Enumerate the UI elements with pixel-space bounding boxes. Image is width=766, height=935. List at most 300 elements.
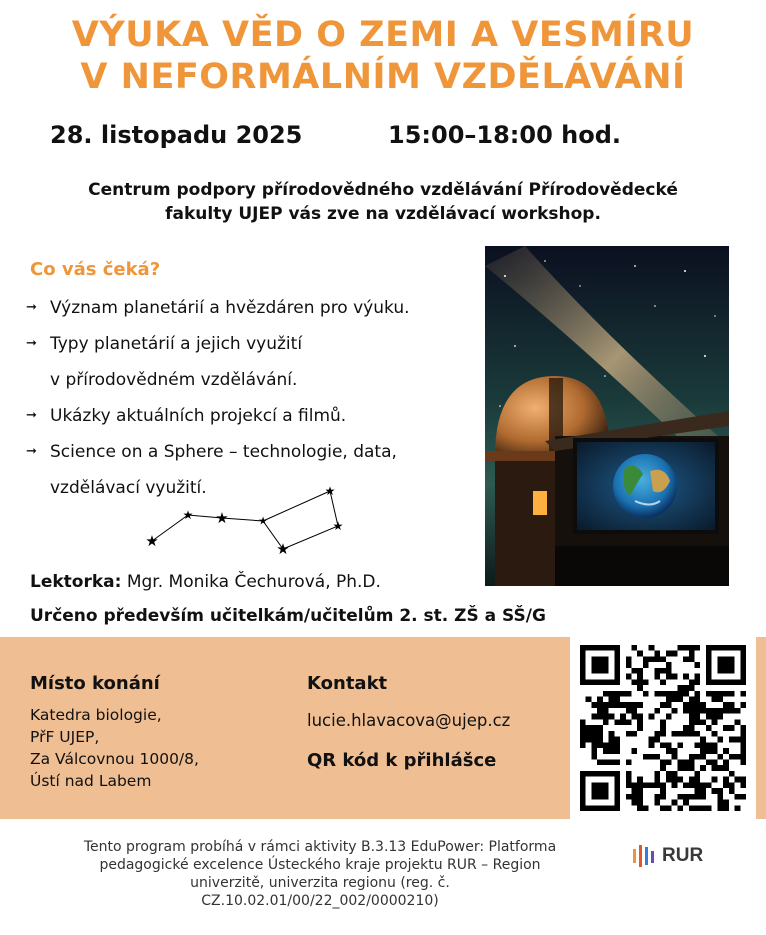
qr-module <box>609 759 615 765</box>
qr-module <box>654 754 660 760</box>
qr-module <box>729 788 735 794</box>
qr-module <box>666 662 672 668</box>
qr-module <box>580 679 586 685</box>
qr-module <box>683 685 689 691</box>
qr-module <box>677 765 683 771</box>
qr-module <box>603 645 609 651</box>
arrow-bullet-icon: ➞ <box>26 408 37 423</box>
qr-module <box>677 691 683 697</box>
qr-module <box>637 668 643 674</box>
qr-module <box>603 805 609 811</box>
qr-module <box>683 691 689 697</box>
qr-module <box>712 697 718 703</box>
qr-module <box>717 656 723 662</box>
svg-text:★: ★ <box>324 484 336 498</box>
qr-module <box>677 731 683 737</box>
qr-module <box>597 708 603 714</box>
qr-module <box>591 737 597 743</box>
qr-module <box>637 702 643 708</box>
qr-module <box>614 805 620 811</box>
qr-module <box>620 714 626 720</box>
qr-module <box>591 714 597 720</box>
qr-module <box>735 719 741 725</box>
qr-module <box>700 702 706 708</box>
qr-module <box>654 782 660 788</box>
qr-module <box>712 731 718 737</box>
qr-module <box>637 719 643 725</box>
qr-module <box>586 731 592 737</box>
qr-module <box>677 794 683 800</box>
qr-module <box>729 656 735 662</box>
qr-module <box>689 702 695 708</box>
qr-module <box>706 725 712 731</box>
qr-module <box>637 805 643 811</box>
qr-module <box>712 765 718 771</box>
list-item <box>26 398 486 434</box>
qr-module <box>740 794 746 800</box>
svg-text:★: ★ <box>276 540 290 558</box>
qr-module <box>717 645 723 651</box>
qr-module <box>672 782 678 788</box>
list-item-text-cont: vzdělávací využití. <box>50 478 207 498</box>
qr-module <box>666 805 672 811</box>
qr-module <box>689 708 695 714</box>
qr-module <box>603 719 609 725</box>
qr-module <box>626 719 632 725</box>
qr-module <box>723 691 729 697</box>
target-audience: Určeno především učitelkám/učitelům 2. st. ZŠ a SŠ/G <box>30 606 546 626</box>
qr-module <box>700 708 706 714</box>
qr-module <box>626 771 632 777</box>
qr-module <box>643 782 649 788</box>
qr-module <box>643 679 649 685</box>
qr-module <box>660 765 666 771</box>
qr-module <box>637 651 643 657</box>
qr-module <box>666 697 672 703</box>
qr-module <box>694 674 700 680</box>
qr-module <box>672 748 678 754</box>
qr-module <box>603 771 609 777</box>
qr-module <box>609 731 615 737</box>
qr-module <box>654 800 660 806</box>
qr-module <box>580 668 586 674</box>
qr-module <box>740 662 746 668</box>
qr-module <box>597 794 603 800</box>
qr-module <box>632 794 638 800</box>
venue-line: Katedra biologie, <box>30 706 162 724</box>
qr-module <box>649 714 655 720</box>
qr-module <box>729 645 735 651</box>
qr-module <box>712 759 718 765</box>
list-item <box>26 290 486 326</box>
qr-module <box>591 679 597 685</box>
qr-module <box>712 679 718 685</box>
qr-module <box>609 771 615 777</box>
qr-module <box>609 714 615 720</box>
qr-module <box>597 782 603 788</box>
poster-title <box>0 14 766 98</box>
qr-module <box>591 805 597 811</box>
qr-module <box>643 805 649 811</box>
qr-module <box>614 651 620 657</box>
qr-module <box>717 679 723 685</box>
qr-module <box>580 645 586 651</box>
qr-module <box>735 777 741 783</box>
intro-text <box>0 178 766 226</box>
qr-module <box>632 668 638 674</box>
qr-module <box>580 656 586 662</box>
qr-module <box>683 725 689 731</box>
qr-module <box>712 748 718 754</box>
qr-module <box>626 656 632 662</box>
qr-module <box>654 651 660 657</box>
qr-module <box>580 771 586 777</box>
venue-heading: Místo konání <box>30 673 160 694</box>
observatory-photo <box>485 246 729 586</box>
qr-module <box>717 794 723 800</box>
qr-module <box>689 805 695 811</box>
qr-module <box>626 708 632 714</box>
qr-module <box>654 737 660 743</box>
qr-module <box>706 691 712 697</box>
qr-module <box>666 668 672 674</box>
qr-module <box>580 725 586 731</box>
qr-module <box>712 691 718 697</box>
qr-module <box>723 759 729 765</box>
qr-module <box>632 800 638 806</box>
qr-code-box[interactable] <box>570 637 756 819</box>
svg-text:★: ★ <box>332 519 344 533</box>
qr-module <box>609 748 615 754</box>
qr-module <box>694 719 700 725</box>
qr-module <box>677 697 683 703</box>
qr-module <box>597 737 603 743</box>
qr-module <box>700 742 706 748</box>
qr-module <box>694 708 700 714</box>
qr-module <box>614 794 620 800</box>
qr-module <box>580 777 586 783</box>
qr-module <box>694 794 700 800</box>
qr-module <box>672 708 678 714</box>
qr-module <box>597 697 603 703</box>
qr-module <box>712 708 718 714</box>
qr-module <box>706 645 712 651</box>
qr-module <box>580 742 586 748</box>
qr-module <box>666 759 672 765</box>
qr-module <box>626 782 632 788</box>
qr-module <box>712 777 718 783</box>
qr-module <box>603 656 609 662</box>
qr-module <box>706 782 712 788</box>
qr-module <box>597 702 603 708</box>
qr-module <box>637 714 643 720</box>
rur-logo-text: RUR <box>662 845 704 866</box>
qr-module <box>723 782 729 788</box>
venue-address <box>30 704 199 792</box>
qr-module <box>620 719 626 725</box>
qr-module <box>677 777 683 783</box>
qr-module <box>723 748 729 754</box>
qr-module <box>689 731 695 737</box>
qr-module <box>660 794 666 800</box>
qr-module <box>717 737 723 743</box>
lector-line <box>30 572 381 592</box>
qr-module <box>591 748 597 754</box>
qr-module <box>620 691 626 697</box>
qr-module <box>603 742 609 748</box>
qr-module <box>626 702 632 708</box>
svg-text:★: ★ <box>182 508 194 522</box>
qr-module <box>694 645 700 651</box>
list-item-text: Ukázky aktuálních projekcí a filmů. <box>50 406 347 426</box>
footer-line: pedagogické excelence Ústeckého kraje projektu RUR – Region <box>99 857 541 873</box>
qr-module <box>614 759 620 765</box>
qr-module <box>632 714 638 720</box>
qr-module <box>660 691 666 697</box>
qr-module <box>649 737 655 743</box>
qr-module <box>717 708 723 714</box>
qr-module <box>660 788 666 794</box>
qr-module <box>660 725 666 731</box>
qr-module <box>586 645 592 651</box>
qr-module <box>580 651 586 657</box>
qr-module <box>586 725 592 731</box>
qr-module <box>666 702 672 708</box>
qr-module <box>729 771 735 777</box>
list-item-text: Typy planetárií a jejich využití <box>50 334 303 354</box>
svg-text:★: ★ <box>215 509 229 527</box>
qr-module <box>637 679 643 685</box>
qr-module <box>580 782 586 788</box>
qr-module <box>706 662 712 668</box>
qr-module <box>609 805 615 811</box>
qr-code[interactable] <box>580 645 746 811</box>
qr-module <box>717 714 723 720</box>
qr-module <box>632 708 638 714</box>
qr-module <box>683 731 689 737</box>
qr-module <box>597 668 603 674</box>
qr-module <box>689 685 695 691</box>
qr-module <box>672 771 678 777</box>
qr-module <box>660 782 666 788</box>
contact-heading: Kontakt <box>307 673 388 694</box>
qr-module <box>740 737 746 743</box>
qr-module <box>609 702 615 708</box>
lector-name: Mgr. Monika Čechurová, Ph.D. <box>126 572 381 592</box>
qr-module <box>597 656 603 662</box>
qr-module <box>637 674 643 680</box>
qr-module <box>614 748 620 754</box>
qr-module <box>591 754 597 760</box>
qr-module <box>729 708 735 714</box>
venue-line: PřF UJEP, <box>30 728 100 746</box>
qr-module <box>735 708 741 714</box>
qr-module <box>603 794 609 800</box>
qr-module <box>649 656 655 662</box>
qr-module <box>723 765 729 771</box>
qr-module <box>683 645 689 651</box>
qr-module <box>694 731 700 737</box>
program-list <box>26 290 486 506</box>
qr-module <box>597 645 603 651</box>
qr-module <box>580 662 586 668</box>
qr-module <box>683 800 689 806</box>
qr-module <box>597 731 603 737</box>
qr-module <box>609 691 615 697</box>
qr-module <box>717 754 723 760</box>
qr-module <box>672 691 678 697</box>
qr-module <box>666 674 672 680</box>
qr-module <box>723 725 729 731</box>
qr-module <box>740 777 746 783</box>
qr-module <box>717 668 723 674</box>
qr-module <box>740 656 746 662</box>
qr-module <box>717 800 723 806</box>
qr-module <box>637 788 643 794</box>
qr-module <box>614 679 620 685</box>
qr-module <box>694 788 700 794</box>
qr-module <box>700 765 706 771</box>
qr-module <box>660 759 666 765</box>
qr-module <box>712 788 718 794</box>
qr-module <box>735 805 741 811</box>
qr-module <box>683 759 689 765</box>
qr-label: QR kód k přihlášce <box>307 750 497 771</box>
qr-module <box>609 697 615 703</box>
qr-module <box>706 748 712 754</box>
qr-module <box>649 782 655 788</box>
qr-module <box>677 645 683 651</box>
qr-module <box>694 782 700 788</box>
qr-module <box>729 668 735 674</box>
qr-module <box>666 651 672 657</box>
qr-module <box>666 777 672 783</box>
qr-module <box>580 800 586 806</box>
qr-module <box>717 691 723 697</box>
qr-module <box>735 679 741 685</box>
qr-module <box>580 788 586 794</box>
qr-module <box>603 714 609 720</box>
qr-module <box>591 702 597 708</box>
qr-module <box>712 645 718 651</box>
qr-module <box>597 805 603 811</box>
list-item <box>26 326 486 398</box>
qr-module <box>677 742 683 748</box>
qr-module <box>723 668 729 674</box>
arrow-bullet-icon: ➞ <box>26 444 37 459</box>
qr-module <box>643 656 649 662</box>
qr-module <box>723 777 729 783</box>
qr-module <box>591 782 597 788</box>
qr-module <box>740 748 746 754</box>
qr-module <box>643 754 649 760</box>
qr-module <box>586 679 592 685</box>
qr-module <box>609 679 615 685</box>
intro-line-2: fakulty UJEP vás zve na vzdělávací workshop. <box>165 204 601 224</box>
qr-module <box>666 748 672 754</box>
qr-module <box>735 645 741 651</box>
qr-module <box>603 702 609 708</box>
svg-text:★: ★ <box>145 532 159 550</box>
qr-module <box>706 714 712 720</box>
qr-module <box>735 737 741 743</box>
qr-module <box>637 685 643 691</box>
qr-module <box>694 691 700 697</box>
qr-module <box>666 771 672 777</box>
qr-module <box>603 691 609 697</box>
qr-module <box>666 714 672 720</box>
qr-module <box>689 777 695 783</box>
qr-module <box>626 662 632 668</box>
qr-module <box>649 742 655 748</box>
qr-module <box>654 794 660 800</box>
qr-module <box>597 662 603 668</box>
qr-module <box>683 656 689 662</box>
qr-module <box>591 731 597 737</box>
qr-module <box>597 679 603 685</box>
qr-module <box>717 788 723 794</box>
arrow-bullet-icon: ➞ <box>26 300 37 315</box>
event-date: 28. listopadu 2025 <box>50 121 303 149</box>
qr-module <box>672 674 678 680</box>
qr-module <box>689 765 695 771</box>
qr-module <box>654 691 660 697</box>
qr-module <box>740 731 746 737</box>
qr-module <box>706 674 712 680</box>
qr-module <box>740 782 746 788</box>
qr-module <box>654 708 660 714</box>
qr-module <box>586 697 592 703</box>
qr-module <box>591 656 597 662</box>
qr-module <box>626 794 632 800</box>
qr-module <box>597 714 603 720</box>
qr-module <box>694 679 700 685</box>
footer-line: CZ.10.02.01/00/22_002/0000210) <box>201 893 439 909</box>
footer-line: Tento program probíhá v rámci aktivity B.3.13 EduPower: Platforma <box>83 839 557 855</box>
qr-module <box>660 668 666 674</box>
qr-module <box>700 805 706 811</box>
qr-module <box>654 771 660 777</box>
qr-module <box>591 794 597 800</box>
qr-module <box>603 788 609 794</box>
qr-module <box>632 748 638 754</box>
list-item-text-cont: v přírodovědném vzdělávání. <box>50 370 298 390</box>
qr-module <box>614 662 620 668</box>
qr-module <box>689 679 695 685</box>
qr-module <box>603 748 609 754</box>
qr-module <box>660 719 666 725</box>
qr-module <box>591 771 597 777</box>
qr-module <box>666 742 672 748</box>
qr-module <box>683 674 689 680</box>
qr-module <box>614 777 620 783</box>
qr-module <box>729 754 735 760</box>
qr-module <box>580 731 586 737</box>
qr-module <box>729 679 735 685</box>
qr-module <box>694 697 700 703</box>
qr-module <box>683 782 689 788</box>
qr-module <box>689 656 695 662</box>
qr-module <box>649 754 655 760</box>
contact-email[interactable]: lucie.hlavacova@ujep.cz <box>307 711 511 730</box>
qr-module <box>723 708 729 714</box>
qr-module <box>626 691 632 697</box>
qr-module <box>740 668 746 674</box>
qr-module <box>603 782 609 788</box>
qr-module <box>689 651 695 657</box>
qr-module <box>672 800 678 806</box>
list-item-text: Význam planetárií a hvězdáren pro výuku. <box>50 298 410 318</box>
